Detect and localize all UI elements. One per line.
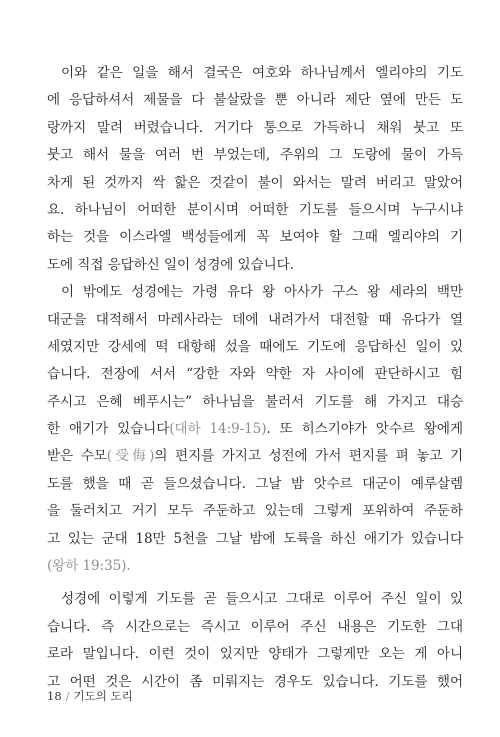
text-segment: . 또 히스기야가 앗수르 왕에게 [266, 421, 463, 438]
text-line [47, 416, 463, 443]
text-line: 하는 것을 이스라엘 백성들에게 꼭 보여야 할 그때 엘리야의 기 [47, 229, 463, 246]
paragraph-1 [47, 60, 463, 279]
text-line: 주시고 은혜 베푸시는” 하나님을 불러서 기도를 해 가지고 대승 [47, 393, 463, 410]
text-line: 이 밖에도 성경에는 가령 유다 왕 아사가 구스 왕 세라의 백만 [61, 284, 463, 301]
text-line: 도에 직접 응답하신 일이 성경에 있습니다. [47, 256, 294, 273]
text-line [47, 553, 463, 580]
page-body [47, 60, 463, 696]
text-line [47, 443, 463, 470]
paragraph-3 [47, 586, 463, 696]
text-line: 성경에 이렇게 기도를 곧 들으시고 그대로 이루어 주신 일이 있 [61, 591, 463, 608]
text-line: 도를 했을 때 곧 들으셨습니다. 그날 밤 앗수르 대군이 예루살렘 [47, 475, 463, 492]
text-line: 습니다. 즉 시간으로는 즉시고 이루어 주신 내용은 기도한 그대 [47, 618, 463, 635]
text-line: 고 어떤 것은 시간이 좀 미뤄지는 경우도 있습니다. 기도를 했어 [47, 673, 463, 690]
text-segment: 의 편지를 가지고 성전에 가서 편지를 펴 놓고 기 [154, 448, 463, 465]
text-line: 습니다. 전장에 서서 “강한 자와 약한 자 사이에 판단하시고 힘 [47, 366, 463, 383]
text-line: 랑까지 말려 버렸습니다. 거기다 통으로 가득하니 채워 붓고 또 [47, 119, 463, 136]
book-title: 기도의 도리 [73, 689, 133, 703]
text-line: 차게 된 것까지 싹 핥은 것같이 불이 와서는 말려 버리고 말았어 [47, 174, 463, 191]
hanja-annotation: (受侮) [106, 448, 155, 465]
text-line: 고 있는 군대 18만 5천을 그날 밤에 도륙을 하신 애기가 있습니다 [47, 530, 463, 547]
scripture-reference: (왕하 19:35). [47, 558, 131, 575]
text-segment: 한 애기가 있습니다 [47, 421, 170, 438]
scripture-reference: (대하 14:9-15) [169, 421, 267, 438]
text-line: 대군을 대적해서 마레사라는 데에 내려가서 대전할 때 유다가 열 [47, 311, 463, 328]
paragraph-2 [47, 279, 463, 580]
footer-separator: / [65, 689, 70, 703]
text-line: 이와 같은 일을 해서 결국은 여호와 하나님께서 엘리야의 기도 [61, 65, 463, 81]
text-line: 에 응답하셔서 제물을 다 불살랐을 뿐 아니라 제단 옆에 만든 도 [47, 92, 463, 109]
text-line: 로라 말입니다. 이런 것이 있지만 양태가 그렇게만 오는 게 아니 [47, 646, 463, 663]
page-number: 18 [47, 689, 62, 703]
text-line: 세였지만 강세에 떡 대항해 섰을 때에도 기도에 응답하신 일이 있 [47, 338, 463, 355]
text-line: 요. 하나님이 어떠한 분이시며 어떠한 기도를 들으시며 누구시냐 [47, 201, 463, 218]
page-footer [47, 688, 133, 704]
text-segment: 받은 수모 [47, 448, 107, 465]
text-line: 붓고 해서 물을 여러 번 부었는데, 주위의 그 도랑에 물이 가득 [47, 147, 463, 164]
text-line: 을 둘러치고 거기 모두 주둔하고 있는데 그렇게 포위하여 주둔하 [47, 503, 463, 520]
